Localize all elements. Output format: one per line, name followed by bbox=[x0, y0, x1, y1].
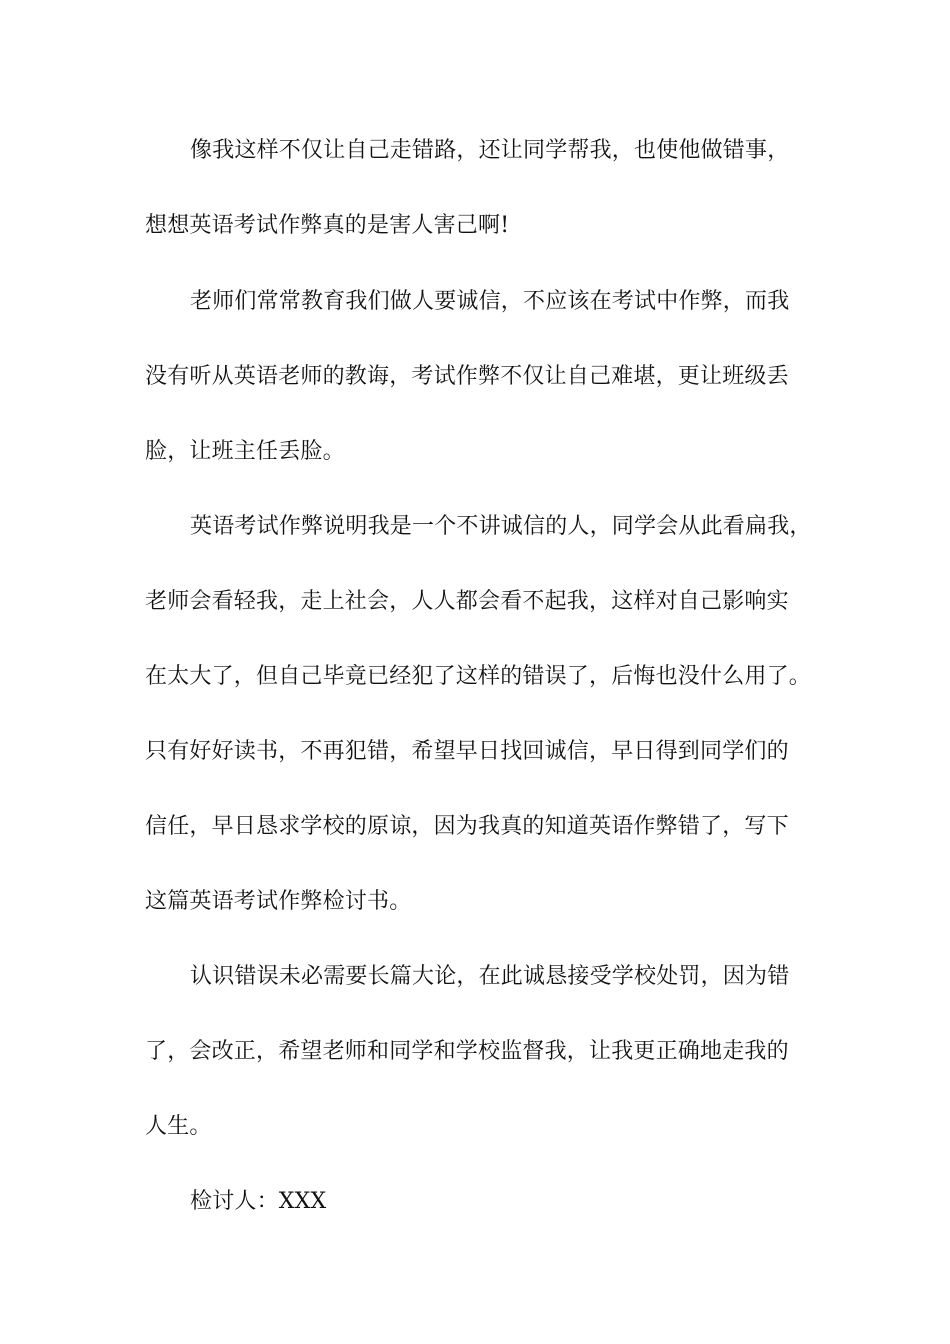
paragraph-1-line-1: 像我这样不仅让自己走错路，还让同学帮我，也使他做错事， bbox=[190, 138, 790, 163]
paragraph-3-line-1: 英语考试作弊说明我是一个不讲诚信的人，同学会从此看扁我， bbox=[190, 514, 812, 539]
paragraph-3-line-5: 信任，早日恳求学校的原谅，因为我真的知道英语作弊错了，写下 bbox=[145, 814, 789, 839]
paragraph-3-line-4: 只有好好读书，不再犯错，希望早日找回诚信，早日得到同学们的 bbox=[145, 739, 789, 764]
paragraph-2-line-2: 没有听从英语老师的教诲，考试作弊不仅让自己难堪，更让班级丢 bbox=[145, 364, 789, 389]
signature-line: 检讨人：XXX bbox=[190, 1189, 327, 1214]
paragraph-2-line-1: 老师们常常教育我们做人要诚信，不应该在考试中作弊，而我 bbox=[190, 289, 790, 314]
paragraph-4-line-3: 人生。 bbox=[145, 1114, 212, 1139]
paragraph-2-line-3: 脸，让班主任丢脸。 bbox=[145, 439, 345, 464]
paragraph-1-line-2: 想想英语考试作弊真的是害人害己啊! bbox=[145, 213, 510, 238]
paragraph-3-line-3: 在太大了，但自己毕竟已经犯了这样的错误了，后悔也没什么用了。 bbox=[145, 664, 812, 689]
paragraph-3-line-6: 这篇英语考试作弊检讨书。 bbox=[145, 889, 412, 914]
paragraph-4-line-2: 了，会改正，希望老师和同学和学校监督我，让我更正确地走我的 bbox=[145, 1039, 789, 1064]
paragraph-4-line-1: 认识错误未必需要长篇大论，在此诚恳接受学校处罚，因为错 bbox=[190, 964, 790, 989]
paragraph-3-line-2: 老师会看轻我，走上社会，人人都会看不起我，这样对自己影响实 bbox=[145, 589, 789, 614]
